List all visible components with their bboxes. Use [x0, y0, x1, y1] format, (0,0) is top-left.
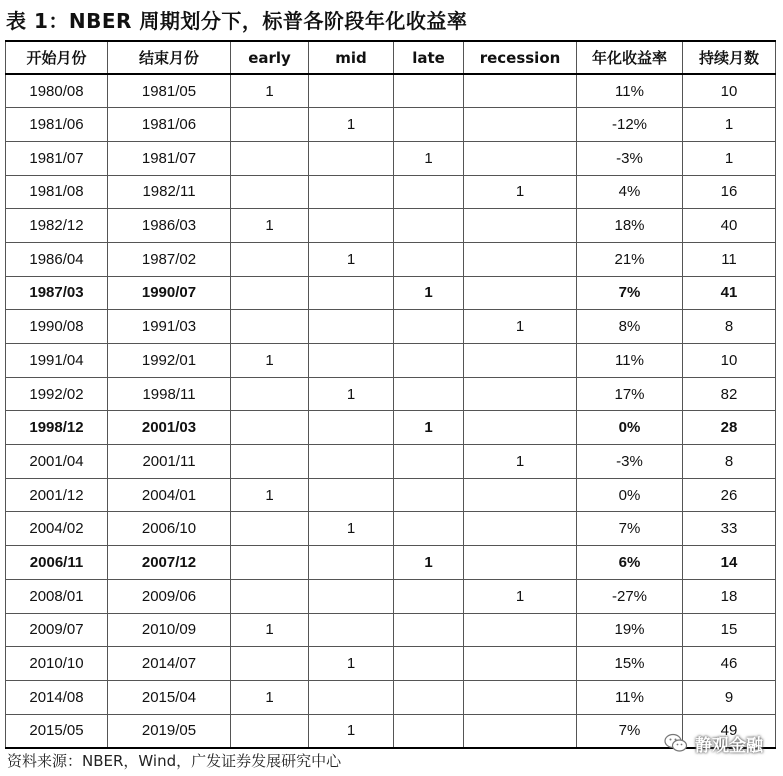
table-cell-annualized-return: -27%	[577, 579, 683, 613]
table-cell-annualized-return: 0%	[577, 411, 683, 445]
table-cell-end-month: 2009/06	[108, 579, 231, 613]
table-row	[6, 613, 776, 647]
column-header-annualized-return: 年化收益率	[577, 41, 683, 74]
table-cell-end-month: 1998/11	[108, 377, 231, 411]
table-cell-end-month: 2001/11	[108, 445, 231, 479]
table-cell-start-month: 2001/04	[6, 445, 108, 479]
table-cell-start-month: 2006/11	[6, 546, 108, 580]
table-cell-annualized-return: 11%	[577, 680, 683, 714]
table-cell-early	[231, 310, 309, 344]
table-cell-recession	[464, 276, 577, 310]
table-cell-start-month: 1987/03	[6, 276, 108, 310]
returns-table	[5, 40, 776, 749]
table-cell-end-month: 2006/10	[108, 512, 231, 546]
table-cell-duration-months: 15	[683, 613, 776, 647]
table-cell-early	[231, 141, 309, 175]
table-cell-recession: 1	[464, 175, 577, 209]
table-cell-duration-months: 46	[683, 647, 776, 681]
table-cell-recession	[464, 647, 577, 681]
table-cell-late: 1	[394, 276, 464, 310]
table-cell-early	[231, 242, 309, 276]
table-cell-start-month: 1980/08	[6, 74, 108, 108]
table-cell-late	[394, 579, 464, 613]
table-cell-duration-months: 11	[683, 242, 776, 276]
table-cell-end-month: 2014/07	[108, 647, 231, 681]
table-cell-late	[394, 108, 464, 142]
table-cell-early	[231, 546, 309, 580]
table-row	[6, 680, 776, 714]
table-cell-late	[394, 344, 464, 378]
table-cell-mid	[309, 546, 394, 580]
table-cell-early: 1	[231, 613, 309, 647]
table-cell-recession	[464, 680, 577, 714]
table-cell-annualized-return: 17%	[577, 377, 683, 411]
table-cell-late	[394, 74, 464, 108]
table-cell-recession	[464, 546, 577, 580]
column-header-start-month: 开始月份	[6, 41, 108, 74]
table-cell-end-month: 2004/01	[108, 478, 231, 512]
table-cell-annualized-return: 8%	[577, 310, 683, 344]
table-cell-end-month: 2001/03	[108, 411, 231, 445]
table-cell-duration-months: 16	[683, 175, 776, 209]
table-cell-late: 1	[394, 546, 464, 580]
table-cell-duration-months: 8	[683, 310, 776, 344]
table-cell-start-month: 1990/08	[6, 310, 108, 344]
table-cell-early	[231, 579, 309, 613]
table-cell-mid: 1	[309, 377, 394, 411]
table-cell-start-month: 1981/08	[6, 175, 108, 209]
table-cell-early	[231, 714, 309, 748]
table-cell-start-month: 2015/05	[6, 714, 108, 748]
table-cell-annualized-return: 6%	[577, 546, 683, 580]
table-cell-mid: 1	[309, 647, 394, 681]
table-cell-start-month: 1998/12	[6, 411, 108, 445]
table-cell-early	[231, 647, 309, 681]
table-cell-early: 1	[231, 680, 309, 714]
table-row	[6, 445, 776, 479]
table-cell-start-month: 2001/12	[6, 478, 108, 512]
table-cell-annualized-return: 19%	[577, 613, 683, 647]
column-header-mid: mid	[309, 41, 394, 74]
table-row	[6, 209, 776, 243]
table-cell-late: 1	[394, 141, 464, 175]
table-cell-end-month: 1981/06	[108, 108, 231, 142]
table-cell-annualized-return: -3%	[577, 141, 683, 175]
table-cell-early	[231, 108, 309, 142]
table-cell-late	[394, 377, 464, 411]
table-cell-mid	[309, 445, 394, 479]
table-cell-recession: 1	[464, 445, 577, 479]
table-cell-duration-months: 49	[683, 714, 776, 748]
table-cell-mid	[309, 276, 394, 310]
table-cell-mid	[309, 175, 394, 209]
column-header-early: early	[231, 41, 309, 74]
table-cell-start-month: 2014/08	[6, 680, 108, 714]
table-cell-annualized-return: -3%	[577, 445, 683, 479]
table-cell-end-month: 2010/09	[108, 613, 231, 647]
table-cell-early	[231, 276, 309, 310]
watermark	[663, 730, 763, 756]
table-cell-late	[394, 242, 464, 276]
table-cell-annualized-return: 7%	[577, 276, 683, 310]
table-cell-duration-months: 33	[683, 512, 776, 546]
table-cell-late: 1	[394, 411, 464, 445]
table-cell-recession	[464, 512, 577, 546]
table-cell-annualized-return: 0%	[577, 478, 683, 512]
table-row	[6, 344, 776, 378]
table-cell-annualized-return: 7%	[577, 512, 683, 546]
table-cell-start-month: 1981/06	[6, 108, 108, 142]
table-cell-recession	[464, 613, 577, 647]
table-row	[6, 512, 776, 546]
table-row	[6, 108, 776, 142]
table-cell-mid	[309, 579, 394, 613]
table-cell-recession	[464, 377, 577, 411]
table-cell-duration-months: 8	[683, 445, 776, 479]
table-cell-end-month: 2007/12	[108, 546, 231, 580]
table-cell-mid	[309, 141, 394, 175]
table-cell-end-month: 1992/01	[108, 344, 231, 378]
table-title: 表 1：NBER 周期划分下，标普各阶段年化收益率	[6, 9, 468, 33]
table-cell-start-month: 2010/10	[6, 647, 108, 681]
column-header-late: late	[394, 41, 464, 74]
table-cell-recession	[464, 141, 577, 175]
wechat-icon	[663, 730, 689, 756]
table-cell-early	[231, 445, 309, 479]
table-cell-early	[231, 377, 309, 411]
table-cell-mid	[309, 209, 394, 243]
table-cell-start-month: 2008/01	[6, 579, 108, 613]
table-cell-start-month: 2004/02	[6, 512, 108, 546]
table-cell-duration-months: 40	[683, 209, 776, 243]
table-cell-duration-months: 41	[683, 276, 776, 310]
table-cell-late	[394, 310, 464, 344]
table-cell-early	[231, 175, 309, 209]
table-cell-early	[231, 512, 309, 546]
table-cell-late	[394, 478, 464, 512]
table-cell-start-month: 1991/04	[6, 344, 108, 378]
table-cell-late	[394, 445, 464, 479]
table-cell-recession	[464, 74, 577, 108]
table-row	[6, 310, 776, 344]
table-cell-start-month: 1981/07	[6, 141, 108, 175]
column-header-duration-months: 持续月数	[683, 41, 776, 74]
table-cell-early: 1	[231, 478, 309, 512]
table-cell-mid: 1	[309, 714, 394, 748]
table-cell-early: 1	[231, 74, 309, 108]
table-cell-late	[394, 175, 464, 209]
column-header-end-month: 结束月份	[108, 41, 231, 74]
table-cell-late	[394, 512, 464, 546]
table-cell-annualized-return: -12%	[577, 108, 683, 142]
table-row	[6, 175, 776, 209]
table-cell-annualized-return: 21%	[577, 242, 683, 276]
table-cell-annualized-return: 11%	[577, 344, 683, 378]
table-cell-recession: 1	[464, 310, 577, 344]
table-cell-duration-months: 1	[683, 141, 776, 175]
watermark-text: 静观金融	[695, 735, 763, 756]
column-header-recession: recession	[464, 41, 577, 74]
table-row	[6, 546, 776, 580]
header-row	[6, 41, 776, 74]
table-body	[6, 74, 776, 748]
table-cell-annualized-return: 7%	[577, 714, 683, 748]
table-row	[6, 411, 776, 445]
table-cell-recession	[464, 344, 577, 378]
table-row	[6, 714, 776, 748]
table-cell-start-month: 2009/07	[6, 613, 108, 647]
table-row	[6, 242, 776, 276]
table-row	[6, 74, 776, 108]
table-cell-end-month: 1987/02	[108, 242, 231, 276]
table-cell-duration-months: 14	[683, 546, 776, 580]
table-cell-mid	[309, 74, 394, 108]
table-cell-start-month: 1982/12	[6, 209, 108, 243]
table-cell-annualized-return: 15%	[577, 647, 683, 681]
table-cell-early: 1	[231, 344, 309, 378]
table-cell-end-month: 1991/03	[108, 310, 231, 344]
table-cell-end-month: 1981/07	[108, 141, 231, 175]
table-cell-recession	[464, 478, 577, 512]
table-cell-end-month: 2015/04	[108, 680, 231, 714]
table-cell-mid: 1	[309, 512, 394, 546]
table-row	[6, 377, 776, 411]
table-cell-recession	[464, 714, 577, 748]
table-cell-recession	[464, 411, 577, 445]
table-cell-annualized-return: 4%	[577, 175, 683, 209]
table-cell-recession	[464, 242, 577, 276]
table-cell-mid: 1	[309, 108, 394, 142]
table-cell-mid	[309, 344, 394, 378]
table-cell-recession	[464, 209, 577, 243]
table-cell-late	[394, 613, 464, 647]
table-cell-end-month: 2019/05	[108, 714, 231, 748]
table-row	[6, 141, 776, 175]
table-cell-duration-months: 10	[683, 344, 776, 378]
table-cell-end-month: 1990/07	[108, 276, 231, 310]
table-cell-mid	[309, 478, 394, 512]
table-cell-end-month: 1981/05	[108, 74, 231, 108]
table-row	[6, 276, 776, 310]
table-cell-recession: 1	[464, 579, 577, 613]
table-cell-mid	[309, 680, 394, 714]
table-cell-mid	[309, 411, 394, 445]
table-cell-mid	[309, 310, 394, 344]
table-cell-late	[394, 647, 464, 681]
table-cell-mid	[309, 613, 394, 647]
table-cell-late	[394, 680, 464, 714]
table-cell-start-month: 1986/04	[6, 242, 108, 276]
table-row	[6, 647, 776, 681]
table-cell-early: 1	[231, 209, 309, 243]
table-cell-early	[231, 411, 309, 445]
table-cell-duration-months: 1	[683, 108, 776, 142]
table-cell-start-month: 1992/02	[6, 377, 108, 411]
table-cell-duration-months: 82	[683, 377, 776, 411]
table-cell-duration-months: 10	[683, 74, 776, 108]
table-cell-duration-months: 18	[683, 579, 776, 613]
table-cell-recession	[464, 108, 577, 142]
table-cell-end-month: 1982/11	[108, 175, 231, 209]
table-row	[6, 478, 776, 512]
source-note: 资料来源：NBER，Wind，广发证券发展研究中心	[7, 752, 342, 770]
table-cell-late	[394, 209, 464, 243]
table-cell-mid: 1	[309, 242, 394, 276]
table-cell-duration-months: 26	[683, 478, 776, 512]
table-cell-end-month: 1986/03	[108, 209, 231, 243]
table-cell-annualized-return: 11%	[577, 74, 683, 108]
table-row	[6, 579, 776, 613]
table-cell-duration-months: 9	[683, 680, 776, 714]
table-cell-duration-months: 28	[683, 411, 776, 445]
table-cell-annualized-return: 18%	[577, 209, 683, 243]
table-cell-late	[394, 714, 464, 748]
